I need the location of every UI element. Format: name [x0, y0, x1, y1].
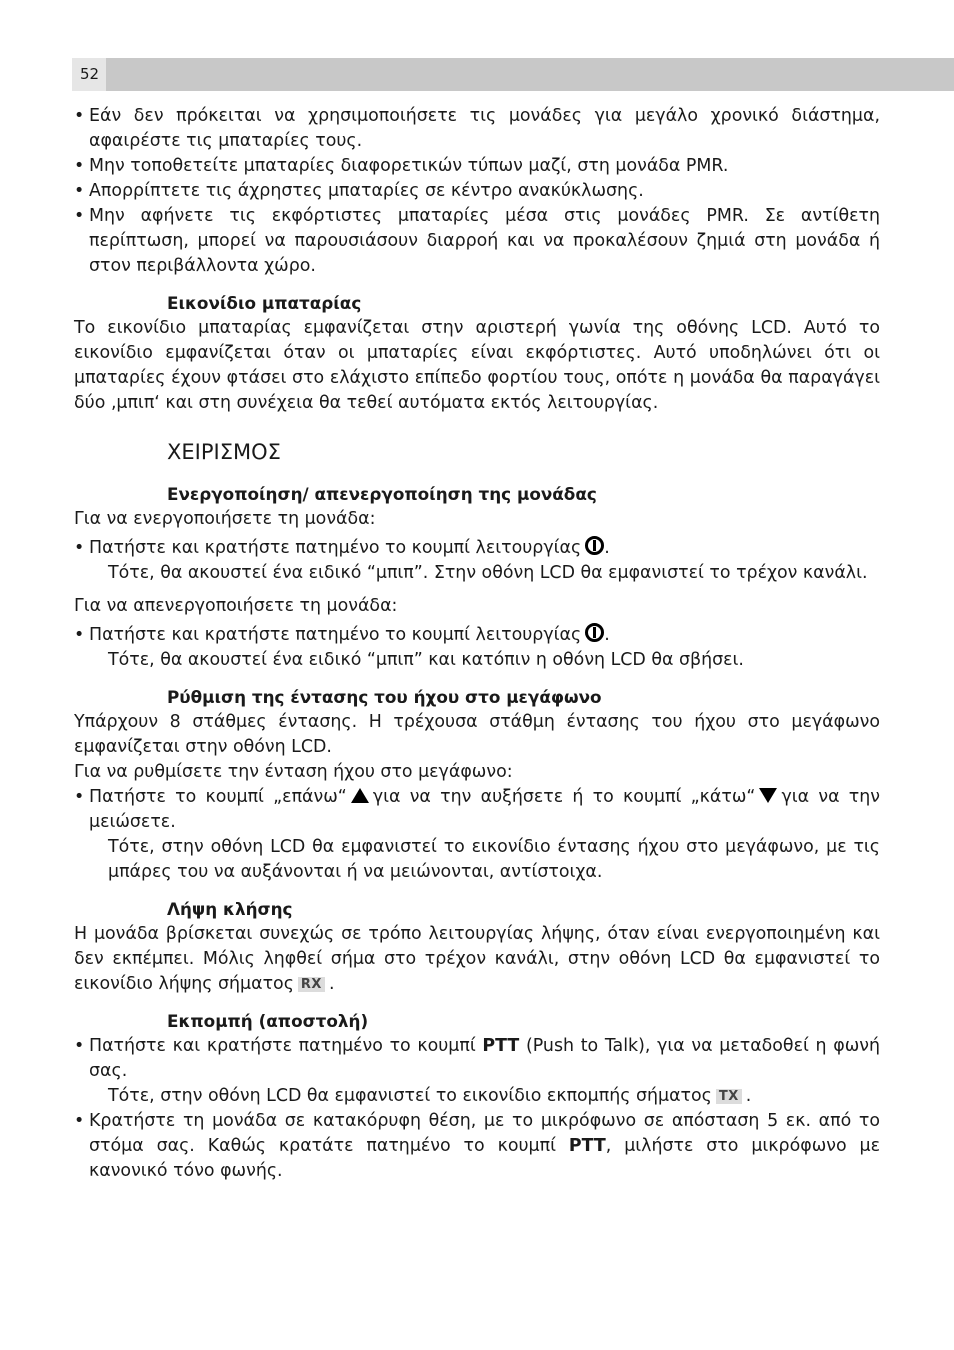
transmit-result [74, 1084, 880, 1109]
rx-icon: RX [298, 977, 325, 992]
receive-text: Η μονάδα βρίσκεται συνεχώς σε τρόπο λειτουργίας λήψης, όταν είναι ενεργοποιημένη και δεν εκπέμπει. Μόλις ληφθεί σήμα στο τρέχον κανάλι, στην οθόνη LCD θα εμφανιστεί το εικονίδιο λήψης σήματος [74, 924, 880, 994]
ptt-label: PTT [482, 1036, 520, 1056]
receive-paragraph [74, 922, 880, 997]
volume-bullet [74, 785, 880, 835]
transmit-b2-post: , μιλήστε στο μικρόφωνο με κανονικό τόνο φωνής. [89, 1136, 880, 1181]
transmit-heading: Εκπομπή (αποστολή) [167, 1011, 369, 1031]
power-off-text: Πατήστε και κρατήστε πατημένο το κουμπί λειτουργίας [89, 625, 582, 645]
transmit-b2-pre: Κρατήστε τη μονάδα σε κατακόρυφη θέση, με το μικρόφωνο σε απόσταση 5 εκ. από το στόμα σας. Καθώς κρατάτε πατημένο το κουμπί [89, 1111, 880, 1156]
power-on-text: Πατήστε και κρατήστε πατημένο το κουμπί λειτουργίας [89, 538, 582, 558]
transmit-b1-pre: Πατήστε και κρατήστε πατημένο το κουμπί [89, 1036, 476, 1056]
power-on-intro: Για να ενεργοποιήσετε τη μονάδα: [74, 509, 376, 529]
battery-heading: Εικονίδιο μπαταρίας [167, 293, 362, 313]
volume-result: Τότε, στην οθόνη LCD θα εμφανιστεί το εικονίδιο έντασης ήχου στο μεγάφωνο, με τις μπάρες του να αυξάνονται ή να μειώνονται, αντίστοιχα. [108, 837, 880, 882]
transmit-b1-post: (Push to Talk), για να μεταδοθεί η φωνή σας. [89, 1036, 880, 1081]
battery-text: Το εικονίδιο μπαταρίας εμφανίζεται στην αριστερή γωνία της οθόνης LCD. Αυτό το εικονίδιο εμφανίζεται όταν οι μπαταρίες είναι εκφόρτιστες. Αυτό υποδηλώνει ότι οι μπαταρίες έχουν φτάσει στο ελάχιστο επίπεδο φορτίου τους, οπότε η μονάδα θα παραγάγει δύο ‚μπιπ‘ και στη συνέχεια θα τεθεί αυτόματα εκτός λειτουργίας. [74, 318, 880, 413]
intro-bullet-3: • Απορρίπτετε τις άχρηστες μπαταρίες σε κέντρο ανακύκλωσης. [74, 179, 880, 204]
volume-bullet-b: για να την αυξήσετε ή το κουμπί „κάτω“ [372, 787, 756, 807]
transmit-result-text: Τότε, στην οθόνη LCD θα εμφανιστεί το εικονίδιο εκπομπής σήματος [108, 1086, 712, 1106]
power-icon [585, 623, 604, 642]
page-content [74, 104, 880, 1184]
volume-text-1: Υπάρχουν 8 στάθμες έντασης. Η τρέχουσα στάθμη έντασης του ήχου στο μεγάφωνο εμφανίζεται στην οθόνη LCD. [74, 712, 880, 757]
power-on-result: Τότε, θα ακουστεί ένα ειδικό “μπιπ”. Στην οθόνη LCD θα εμφανιστεί το τρέχον κανάλι. [108, 563, 868, 583]
power-off-bullet [74, 623, 880, 648]
power-heading: Ενεργοποίηση/ απενεργοποίηση της μονάδας [167, 484, 597, 504]
power-icon [585, 536, 604, 555]
receive-heading: Λήψη κλήσης [167, 899, 293, 919]
power-off-intro: Για να απενεργοποιήσετε τη μονάδα: [74, 596, 398, 616]
page-number: 52 [80, 65, 100, 83]
intro-bullet-2: • Μην τοποθετείτε μπαταρίες διαφορετικών τύπων μαζί, στη μονάδα PMR. [74, 154, 880, 179]
section-title: ΧΕΙΡΙΣΜΟΣ [167, 440, 281, 464]
volume-bullet-a: Πατήστε το κουμπί „επάνω“ [89, 787, 347, 807]
triangle-up-icon [351, 788, 369, 803]
transmit-period: . [745, 1086, 752, 1106]
power-off-result: Τότε, θα ακουστεί ένα ειδικό “μπιπ” και κατόπιν η οθόνη LCD θα σβήσει. [108, 650, 744, 670]
triangle-down-icon [759, 788, 777, 803]
receive-period: . [328, 974, 335, 994]
ptt-label: PTT [568, 1136, 606, 1156]
power-off-period: . [604, 625, 610, 645]
power-on-bullet [74, 536, 880, 561]
transmit-bullet-2 [74, 1109, 880, 1184]
volume-bullet-c: για να την μειώσετε. [89, 787, 880, 832]
intro-bullet-1: • Εάν δεν πρόκειται να χρησιμοποιήσετε τις μονάδες για μεγάλο χρονικό διάστημα, αφαιρέστε τις μπαταρίες τους. [74, 104, 880, 154]
intro-bullet-4: • Μην αφήνετε τις εκφόρτιστες μπαταρίες μέσα στις μονάδες PMR. Σε αντίθετη περίπτωση, μπορεί να παρουσιάσουν διαρροή και να προκαλέσουν ζημιά στη μονάδα ή στον περιβάλλοντα χώρο. [74, 204, 880, 279]
page-header-bar [72, 58, 954, 91]
page-number-box [72, 58, 106, 91]
volume-heading: Ρύθμιση της έντασης του ήχου στο μεγάφωνο [167, 687, 602, 707]
power-on-period: . [604, 538, 610, 558]
tx-icon: TX [716, 1089, 742, 1104]
volume-text-2: Για να ρυθμίσετε την ένταση ήχου στο μεγάφωνο: [74, 762, 513, 782]
transmit-bullet-1 [74, 1034, 880, 1084]
